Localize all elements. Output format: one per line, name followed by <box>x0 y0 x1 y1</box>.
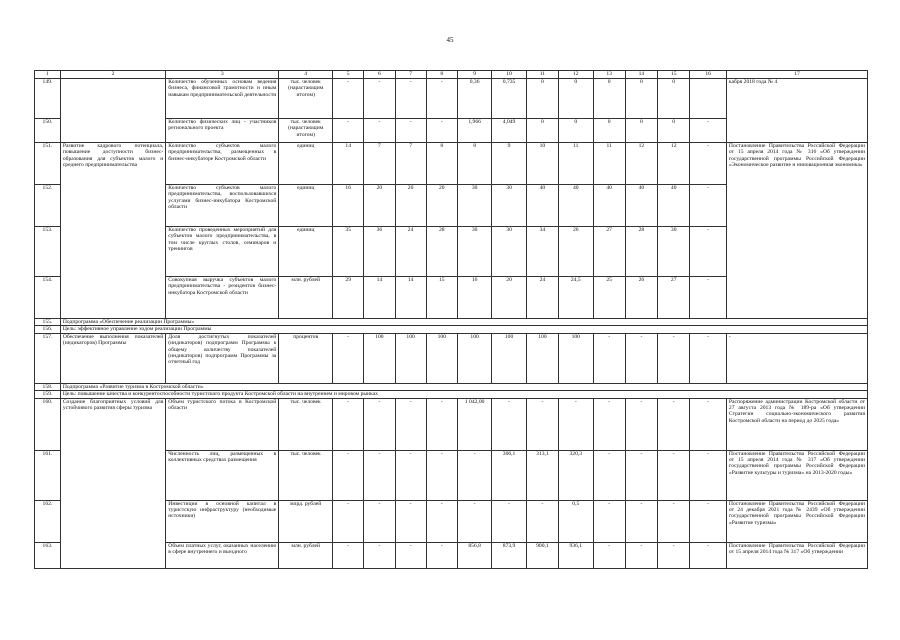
value-cell: 24 <box>526 277 558 319</box>
value-cell: 30 <box>492 227 526 277</box>
indicator-name: Совокупная выручка субъектов малого предпринимательства - резидентов бизнес-инкубатора Костромской области <box>166 277 279 319</box>
column-number: 14 <box>625 71 657 79</box>
value-cell: - <box>625 500 657 542</box>
value-cell: - <box>658 500 690 542</box>
value-cell: 0,735 <box>492 79 526 119</box>
table-row <box>35 143 868 185</box>
unit-cell: млн. рублей <box>279 542 333 568</box>
value-cell: - <box>658 398 690 450</box>
value-cell: 20 <box>364 185 395 227</box>
value-cell: 30 <box>658 227 690 277</box>
section-title: Подпрограмма «Развитие туризма в Костромской области» <box>60 383 867 390</box>
value-cell: - <box>333 398 364 450</box>
value-cell: - <box>426 450 457 500</box>
column-number: 4 <box>279 71 333 79</box>
value-cell: - <box>690 500 727 542</box>
indicator-name: Количество проведенных мероприятий для субъектов малого предпринимательства, в том числе круглых столов, семинаров и тренингов <box>166 227 279 277</box>
section-row <box>35 383 868 390</box>
row-number: 160. <box>35 398 61 450</box>
indicator-name: Инвестиции в основной капитал в туристскую инфраструктуру (необходимые источники) <box>166 500 279 542</box>
value-cell: 100 <box>492 333 526 383</box>
unit-cell: тыс. человек (нарастающим итогом) <box>279 79 333 119</box>
value-cell: 100 <box>559 333 593 383</box>
value-cell: 28 <box>426 227 457 277</box>
value-cell: 20 <box>426 185 457 227</box>
value-cell: - <box>658 450 690 500</box>
column-number: 10 <box>492 71 526 79</box>
indicator-name: Объем туристского потока в Костромской области <box>166 398 279 450</box>
value-cell: 12 <box>625 143 657 185</box>
value-cell: 8 <box>426 143 457 185</box>
legal-basis-cell: Постановление Правительства Российской Федерации от 15 апреля 2014 года № 317 «Об утверждении государственной программы Российской Федерации «Развитие культуры и туризма» на 2013-2020 годы» <box>726 450 867 500</box>
value-cell: 873,9 <box>492 542 526 568</box>
unit-cell: процентов <box>279 333 333 383</box>
legal-basis-cell: кабря 2018 года № 4 <box>726 79 867 143</box>
value-cell: 306,1 <box>492 450 526 500</box>
value-cell: - <box>625 333 657 383</box>
task-cell <box>60 79 165 143</box>
row-number: 163. <box>35 542 61 568</box>
value-cell: 40 <box>526 185 558 227</box>
value-cell: 35 <box>333 227 364 277</box>
table-row <box>35 398 868 450</box>
value-cell: - <box>690 450 727 500</box>
value-cell: 4,049 <box>492 119 526 143</box>
value-cell: - <box>593 450 625 500</box>
value-cell: - <box>690 542 727 568</box>
value-cell: - <box>457 450 491 500</box>
value-cell: - <box>333 119 364 143</box>
value-cell: 320,3 <box>559 450 593 500</box>
section-row <box>35 326 868 333</box>
value-cell: 10 <box>526 143 558 185</box>
value-cell: - <box>658 333 690 383</box>
column-number: 6 <box>364 71 395 79</box>
unit-cell: тыс. человек <box>279 398 333 450</box>
value-cell: - <box>364 542 395 568</box>
legal-basis-cell: Постановление Правительства Российской Федерации от 15 апреля 2014 года № 317 «Об утверждении <box>726 542 867 568</box>
value-cell: 1 042,00 <box>457 398 491 450</box>
value-cell: - <box>426 119 457 143</box>
value-cell: - <box>333 500 364 542</box>
value-cell: 856,8 <box>457 542 491 568</box>
column-number: 15 <box>658 71 690 79</box>
value-cell: - <box>690 277 727 319</box>
row-number: 159. <box>35 391 61 398</box>
column-number: 13 <box>593 71 625 79</box>
value-cell: - <box>593 333 625 383</box>
value-cell: 30 <box>492 185 526 227</box>
value-cell: - <box>364 79 395 119</box>
row-number: 162. <box>35 500 61 542</box>
row-number: 154. <box>35 277 61 319</box>
value-cell: - <box>526 500 558 542</box>
legal-basis-cell: Постановление Правительства Российской Федерации от 24 декабря 2021 года № 2439 «Об утверждении государственной программы Российской Федерации «Развитие туризма» <box>726 500 867 542</box>
value-cell: 100 <box>426 333 457 383</box>
value-cell: - <box>395 398 426 450</box>
unit-cell: тыс. человек <box>279 450 333 500</box>
value-cell: 36 <box>364 227 395 277</box>
value-cell: 1,966 <box>457 119 491 143</box>
value-cell: - <box>690 143 727 185</box>
value-cell: - <box>395 500 426 542</box>
value-cell: 15 <box>426 277 457 319</box>
value-cell: - <box>364 500 395 542</box>
column-number: 17 <box>726 71 867 79</box>
value-cell: - <box>690 333 727 383</box>
value-cell: 0 <box>658 119 690 143</box>
value-cell: 26 <box>625 277 657 319</box>
value-cell: 24,5 <box>559 277 593 319</box>
value-cell: 14 <box>333 143 364 185</box>
section-title: Подпрограмма «Обеспечение реализации Программы» <box>60 319 867 326</box>
value-cell: 100 <box>364 333 395 383</box>
column-number: 2 <box>60 71 165 79</box>
value-cell: 30 <box>457 185 491 227</box>
value-cell: - <box>690 398 727 450</box>
value-cell: - <box>593 398 625 450</box>
legal-basis-cell: Постановление Правительства Российской Федерации от 15 апреля 2014 года № 316 «Об утверждении государственной программы Российской Федерации «Экономическое развитие и инновационная экономика» <box>726 143 867 319</box>
value-cell: - <box>364 119 395 143</box>
indicator-name: Количество субъектов малого предпринимательства, воспользовавшихся услугами бизнес-инкубатора Костромской области <box>166 185 279 227</box>
row-number: 158. <box>35 383 61 390</box>
value-cell: 34 <box>526 227 558 277</box>
task-cell: Обеспечение выполнения показателей (индикаторов) Программы <box>60 333 165 383</box>
value-cell: - <box>395 79 426 119</box>
page-number: 45 <box>446 36 454 44</box>
indicator-name: Численность лиц, размещенных в коллективных средствах размещения <box>166 450 279 500</box>
value-cell: 7 <box>395 143 426 185</box>
value-cell: - <box>457 500 491 542</box>
value-cell: 0 <box>593 119 625 143</box>
value-cell: - <box>333 450 364 500</box>
value-cell: - <box>625 542 657 568</box>
value-cell: - <box>364 398 395 450</box>
value-cell: - <box>690 119 727 143</box>
value-cell: 11 <box>593 143 625 185</box>
value-cell: 0,5 <box>559 500 593 542</box>
value-cell: 16 <box>457 277 491 319</box>
value-cell: - <box>690 227 727 277</box>
value-cell: 29 <box>333 277 364 319</box>
value-cell: 28 <box>625 227 657 277</box>
value-cell: - <box>333 79 364 119</box>
row-number: 152. <box>35 185 61 227</box>
value-cell: 8 <box>457 143 491 185</box>
value-cell: 14 <box>364 277 395 319</box>
value-cell: - <box>426 542 457 568</box>
value-cell: 27 <box>593 227 625 277</box>
value-cell: 0 <box>593 79 625 119</box>
value-cell: - <box>526 398 558 450</box>
section-row <box>35 319 868 326</box>
row-number: 150. <box>35 119 61 143</box>
value-cell: 20 <box>395 185 426 227</box>
value-cell: - <box>395 450 426 500</box>
value-cell: 0 <box>625 119 657 143</box>
value-cell: 24 <box>395 227 426 277</box>
value-cell: 100 <box>395 333 426 383</box>
value-cell: - <box>690 185 727 227</box>
value-cell: - <box>492 398 526 450</box>
value-cell: - <box>426 500 457 542</box>
unit-cell: тыс. человек (нарастающим итогом) <box>279 119 333 143</box>
value-cell: - <box>395 119 426 143</box>
task-cell: Создание благоприятных условий для устойчивого развития сферы туризма <box>60 398 165 568</box>
value-cell: 26 <box>559 227 593 277</box>
value-cell: - <box>625 398 657 450</box>
value-cell: 40 <box>625 185 657 227</box>
value-cell: - <box>625 450 657 500</box>
value-cell: 0 <box>625 79 657 119</box>
indicator-table <box>34 70 868 569</box>
value-cell: 0 <box>526 79 558 119</box>
unit-cell: млн. рублей <box>279 277 333 319</box>
value-cell: - <box>593 500 625 542</box>
row-number: 149. <box>35 79 61 119</box>
unit-cell: единиц <box>279 185 333 227</box>
row-number: 157. <box>35 333 61 383</box>
value-cell: - <box>559 398 593 450</box>
section-row <box>35 391 868 398</box>
value-cell: 16 <box>333 185 364 227</box>
column-number: 8 <box>426 71 457 79</box>
legal-basis-cell: Распоряжение администрации Костромской области от 27 августа 2013 года № 189-ра «Об утверждении Стратегии социально-экономического развития Костромской области на период до 2025 года» <box>726 398 867 450</box>
row-number: 161. <box>35 450 61 500</box>
value-cell: 0,36 <box>457 79 491 119</box>
value-cell: - <box>658 542 690 568</box>
column-number-row <box>35 71 868 79</box>
indicator-name: Количество субъектов малого предпринимательства, размещенных в бизнес-инкубаторе Костромской области <box>166 143 279 185</box>
value-cell: - <box>333 542 364 568</box>
table-row <box>35 333 868 383</box>
column-number: 3 <box>166 71 279 79</box>
value-cell: 100 <box>526 333 558 383</box>
value-cell: 20 <box>492 277 526 319</box>
unit-cell: единиц <box>279 143 333 185</box>
value-cell: - <box>426 398 457 450</box>
unit-cell: млрд. рублей <box>279 500 333 542</box>
value-cell: 25 <box>593 277 625 319</box>
value-cell: - <box>395 542 426 568</box>
value-cell: 900,1 <box>526 542 558 568</box>
value-cell: 313,1 <box>526 450 558 500</box>
indicator-name: Объем платных услуг, оказанных населению в сфере внутреннего и въездного <box>166 542 279 568</box>
value-cell: 40 <box>593 185 625 227</box>
value-cell: - <box>426 79 457 119</box>
value-cell: - <box>492 500 526 542</box>
table-row <box>35 79 868 119</box>
value-cell: 0 <box>526 119 558 143</box>
value-cell: 0 <box>658 79 690 119</box>
value-cell: 936,1 <box>559 542 593 568</box>
value-cell: 27 <box>658 277 690 319</box>
column-number: 16 <box>690 71 727 79</box>
row-number: 153. <box>35 227 61 277</box>
row-number: 156. <box>35 326 61 333</box>
column-number: 9 <box>457 71 491 79</box>
value-cell <box>690 79 727 119</box>
task-cell: Развитие кадрового потенциала, повышение доступности бизнес-образования для субъектов малого и среднего предпринимательства <box>60 143 165 319</box>
value-cell: 9 <box>492 143 526 185</box>
column-number: 12 <box>559 71 593 79</box>
section-title: Цель: эффективное управление ходом реализации Программы <box>60 326 867 333</box>
value-cell: 11 <box>559 143 593 185</box>
section-title: Цель: повышение качества и конкурентоспособности туристского продукта Костромской области на внутреннем и мировом рынках <box>60 391 867 398</box>
value-cell: 14 <box>395 277 426 319</box>
indicator-name: Доля достигнутых показателей (индикаторов) подпрограмм Программы к общему количеству показателей (индикаторов) подпрограмм Программы за отчетный год <box>166 333 279 383</box>
value-cell: - <box>593 542 625 568</box>
value-cell: - <box>333 333 364 383</box>
indicator-name: Количество обученных основам ведения бизнеса, финансовой грамотности и иным навыкам предпринимательской деятельности <box>166 79 279 119</box>
value-cell: 30 <box>457 227 491 277</box>
value-cell: 0 <box>559 79 593 119</box>
value-cell: 40 <box>559 185 593 227</box>
value-cell: 7 <box>364 143 395 185</box>
indicator-name: Количество физических лиц - участников регионального проекта <box>166 119 279 143</box>
row-number: 155. <box>35 319 61 326</box>
column-number: 1 <box>35 71 61 79</box>
column-number: 5 <box>333 71 364 79</box>
value-cell: 40 <box>658 185 690 227</box>
value-cell: 0 <box>559 119 593 143</box>
row-number: 151. <box>35 143 61 185</box>
unit-cell: единиц <box>279 227 333 277</box>
column-number: 7 <box>395 71 426 79</box>
legal-basis-cell: - <box>726 333 867 383</box>
value-cell: - <box>364 450 395 500</box>
value-cell: 100 <box>457 333 491 383</box>
value-cell: 12 <box>658 143 690 185</box>
column-number: 11 <box>526 71 558 79</box>
